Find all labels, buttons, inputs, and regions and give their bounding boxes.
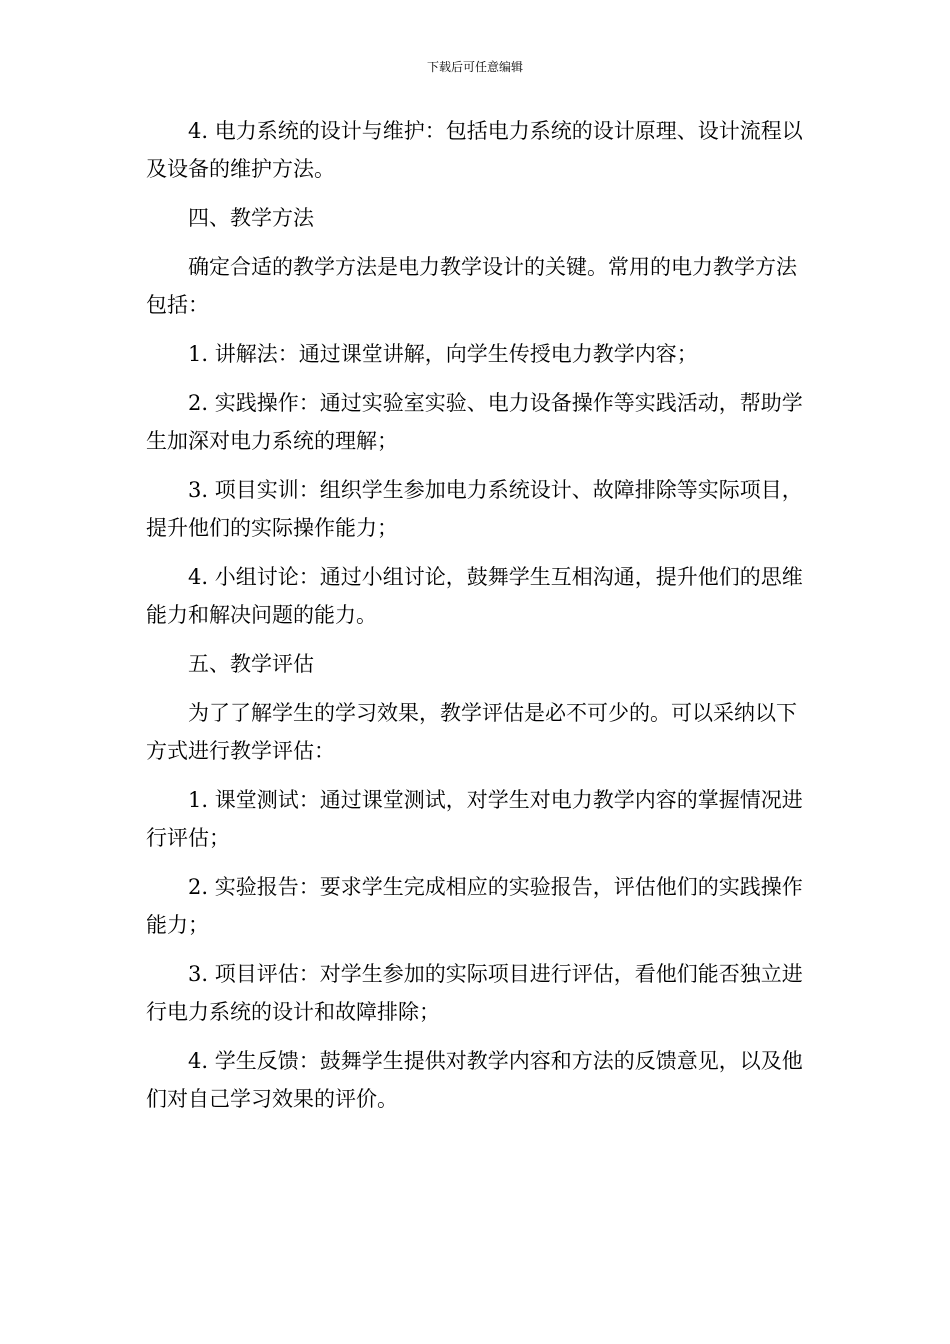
list-item-lecture: 1. 讲解法：通过课堂讲解，向学生传授电力教学内容； xyxy=(188,342,698,366)
document-body xyxy=(146,112,806,1129)
page-header: 下载后可任意编辑 xyxy=(426,60,523,74)
list-item-design-maintenance: 4. 电力系统的设计与维护：包括电力系统的设计原理、设计流程以及设备的维护方法。 xyxy=(146,119,803,181)
list-item-group-discussion: 4. 小组讨论：通过小组讨论，鼓舞学生互相沟通，提升他们的思维能力和解决问题的能力。 xyxy=(146,565,803,627)
list-item-student-feedback: 4. 学生反馈：鼓舞学生提供对教学内容和方法的反馈意见，以及他们对自己学习效果的评价。 xyxy=(146,1049,803,1111)
paragraph-evaluation-intro: 为了了解学生的学习效果，教学评估是必不可少的。可以采纳以下方式进行教学评估： xyxy=(146,701,797,763)
list-item-practice: 2. 实践操作：通过实验室实验、电力设备操作等实践活动，帮助学生加深对电力系统的理解； xyxy=(146,391,803,453)
paragraph-methods-intro: 确定合适的教学方法是电力教学设计的关键。常用的电力教学方法包括： xyxy=(146,255,797,317)
list-item-class-test: 1. 课堂测试：通过课堂测试，对学生对电力教学内容的掌握情况进行评估； xyxy=(146,788,803,850)
list-item-lab-report: 2. 实验报告：要求学生完成相应的实验报告，评估他们的实践操作能力； xyxy=(146,875,803,937)
list-item-project-evaluation: 3. 项目评估：对学生参加的实际项目进行评估，看他们能否独立进行电力系统的设计和故障排除； xyxy=(146,962,803,1024)
list-item-project-training: 3. 项目实训：组织学生参加电力系统设计、故障排除等实际项目，提升他们的实际操作能力； xyxy=(146,478,803,540)
section-heading-teaching-methods: 四、教学方法 xyxy=(188,206,314,230)
section-heading-teaching-evaluation: 五、教学评估 xyxy=(188,652,314,676)
